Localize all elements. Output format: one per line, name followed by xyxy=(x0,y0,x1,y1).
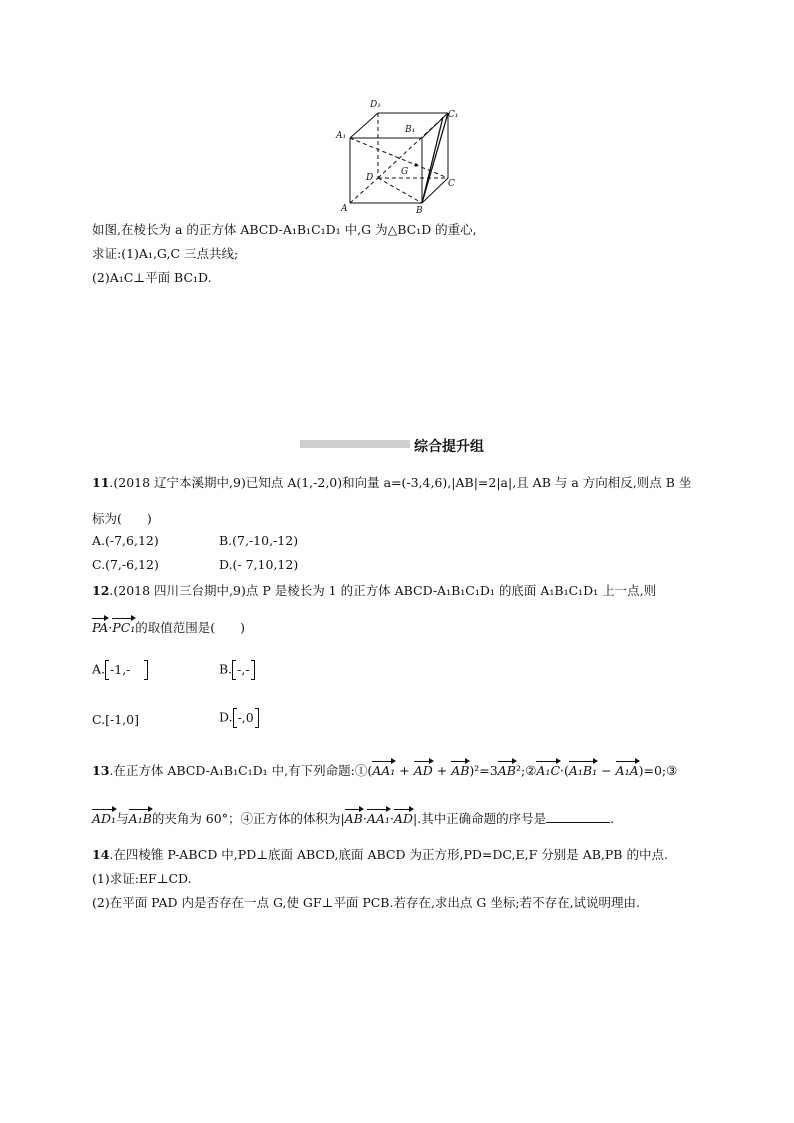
label-A: A xyxy=(341,204,348,214)
q11-option-a: A.(-7,6,12) xyxy=(92,533,159,548)
q14-part1: (1)求证:EF⊥CD. xyxy=(92,871,192,886)
q11-stem2: 标为( ) xyxy=(92,511,152,526)
vector-PC1: PC₁ xyxy=(112,620,136,635)
label-A1: A₁ xyxy=(336,131,347,141)
vector-AA1-2: AA₁ xyxy=(366,811,390,826)
label-B1: B₁ xyxy=(405,125,416,135)
edge-A-D xyxy=(350,178,378,203)
vector-AB: AB xyxy=(451,763,470,778)
q12-option-b xyxy=(219,660,255,680)
q12-option-a xyxy=(92,660,148,680)
cube-figure xyxy=(330,95,465,215)
q14-number: 14 xyxy=(92,847,110,862)
angle-text: 的夹角为 60°；④正方体的体积为| xyxy=(151,811,345,826)
vector-AD: AD xyxy=(413,763,433,778)
q13-number: 13 xyxy=(92,763,110,778)
q14-stem-text: .在四棱锥 P-ABCD 中,PD⊥底面 ABCD,底面 ABCD 为正方形,PD=DC,E,F 分别是 AB,PB 的中点. xyxy=(109,847,668,862)
q13-line1 xyxy=(92,761,677,779)
tail-text: |.其中正确命题的序号是 xyxy=(412,811,547,826)
q11-stem-text: .(2018 辽宁本溪期中,9)已知点 A(1,-2,0)和向量 a=(-3,4,6),|AB|=2|a|,且 AB 与 a 方向相反,则点 B 坐 xyxy=(109,475,692,490)
plus-2: + xyxy=(432,763,452,778)
label-D: D xyxy=(366,173,374,183)
q12-option-d-interval xyxy=(233,708,259,728)
vector-AA1: AA₁ xyxy=(372,763,396,778)
vector-A1A: A₁A xyxy=(615,763,639,778)
label-C1: C₁ xyxy=(448,110,459,120)
q11-number: 11 xyxy=(92,475,110,490)
q12-option-d-prefix: D. xyxy=(219,709,233,725)
dot-2: · xyxy=(362,811,367,826)
end-period: . xyxy=(610,811,615,826)
q13-line2 xyxy=(92,809,614,827)
vector-A1B1: A₁B₁ xyxy=(568,763,598,778)
label-G: G xyxy=(401,167,409,177)
vector-AB-3: AB xyxy=(344,811,363,826)
label-C: C xyxy=(448,179,455,189)
q11-option-b: B.(7,-10,-12) xyxy=(219,533,299,548)
vector-A1C: A₁C xyxy=(536,763,561,778)
vector-AD-2: AD xyxy=(393,811,413,826)
answer-blank[interactable] xyxy=(546,810,610,823)
q12-option-a-prefix: A. xyxy=(92,661,106,677)
minus-op: − xyxy=(597,763,616,778)
q10-line3: (2)A₁C⊥平面 BC₁D. xyxy=(92,270,212,285)
dot-1: ·( xyxy=(560,763,569,778)
q11-option-d: D.(- 7,10,12) xyxy=(219,557,299,572)
q12-option-a-interval xyxy=(105,660,148,680)
q12-stem-text: .(2018 四川三台期中,9)点 P 是棱长为 1 的正方体 ABCD-A₁B₁C₁D₁ 的底面 A₁B₁C₁D₁ 上一点,则 xyxy=(109,583,657,598)
q12-option-b-interval xyxy=(232,660,254,680)
vector-AB-2: AB xyxy=(497,763,516,778)
section-bar xyxy=(300,440,410,448)
q12-option-c: C.[-1,0] xyxy=(92,712,139,727)
eq-2: )=0;③ xyxy=(638,763,678,778)
q12-option-b-prefix: B. xyxy=(219,661,233,677)
q14-stem xyxy=(92,845,668,863)
label-B: B xyxy=(416,206,423,215)
plus-1: + xyxy=(395,763,414,778)
q12-number: 12 xyxy=(92,583,110,598)
eq-1: )²=3 xyxy=(469,763,498,778)
q12-option-d xyxy=(219,708,259,728)
diag-B-C1b xyxy=(422,117,443,203)
q11-option-c: C.(7,-6,12) xyxy=(92,557,159,572)
diag-D-B xyxy=(378,178,422,203)
edge-A1-D1 xyxy=(350,113,378,138)
with-text: 与 xyxy=(116,811,129,826)
section-title: 综合提升组 xyxy=(414,439,484,455)
dot-3: · xyxy=(389,811,394,826)
sq-text: ²;② xyxy=(515,763,537,778)
point-G xyxy=(414,163,417,166)
vector-A1B: A₁B xyxy=(128,811,152,826)
q12-option-b-content: -,- xyxy=(237,662,250,677)
vector-PA: PA xyxy=(92,620,109,635)
q12-option-a-content: -1,- xyxy=(110,662,131,677)
q12-stem2-rest: 的取值范围是( ) xyxy=(135,620,246,635)
q12-option-d-content: -,0 xyxy=(237,710,254,725)
vector-AD1: AD₁ xyxy=(92,811,117,826)
label-D1: D₁ xyxy=(370,100,381,110)
q12-stem2 xyxy=(92,618,245,636)
q12-stem xyxy=(92,581,656,599)
q13-stem-a: .在正方体 ABCD-A₁B₁C₁D₁ 中,有下列命题:①( xyxy=(109,763,373,778)
dot-op: · xyxy=(108,620,113,635)
q10-line1: 如图,在棱长为 a 的正方体 ABCD-A₁B₁C₁D₁ 中,G 为△BC₁D 的重心, xyxy=(92,222,477,237)
q14-part2: (2)在平面 PAD 内是否存在一点 G,使 GF⊥平面 PCB.若存在,求出点 G 坐标;若不存在,试说明理由. xyxy=(92,895,641,910)
q10-line2: 求证:(1)A₁,G,C 三点共线; xyxy=(92,246,239,261)
q11-stem xyxy=(92,473,691,491)
